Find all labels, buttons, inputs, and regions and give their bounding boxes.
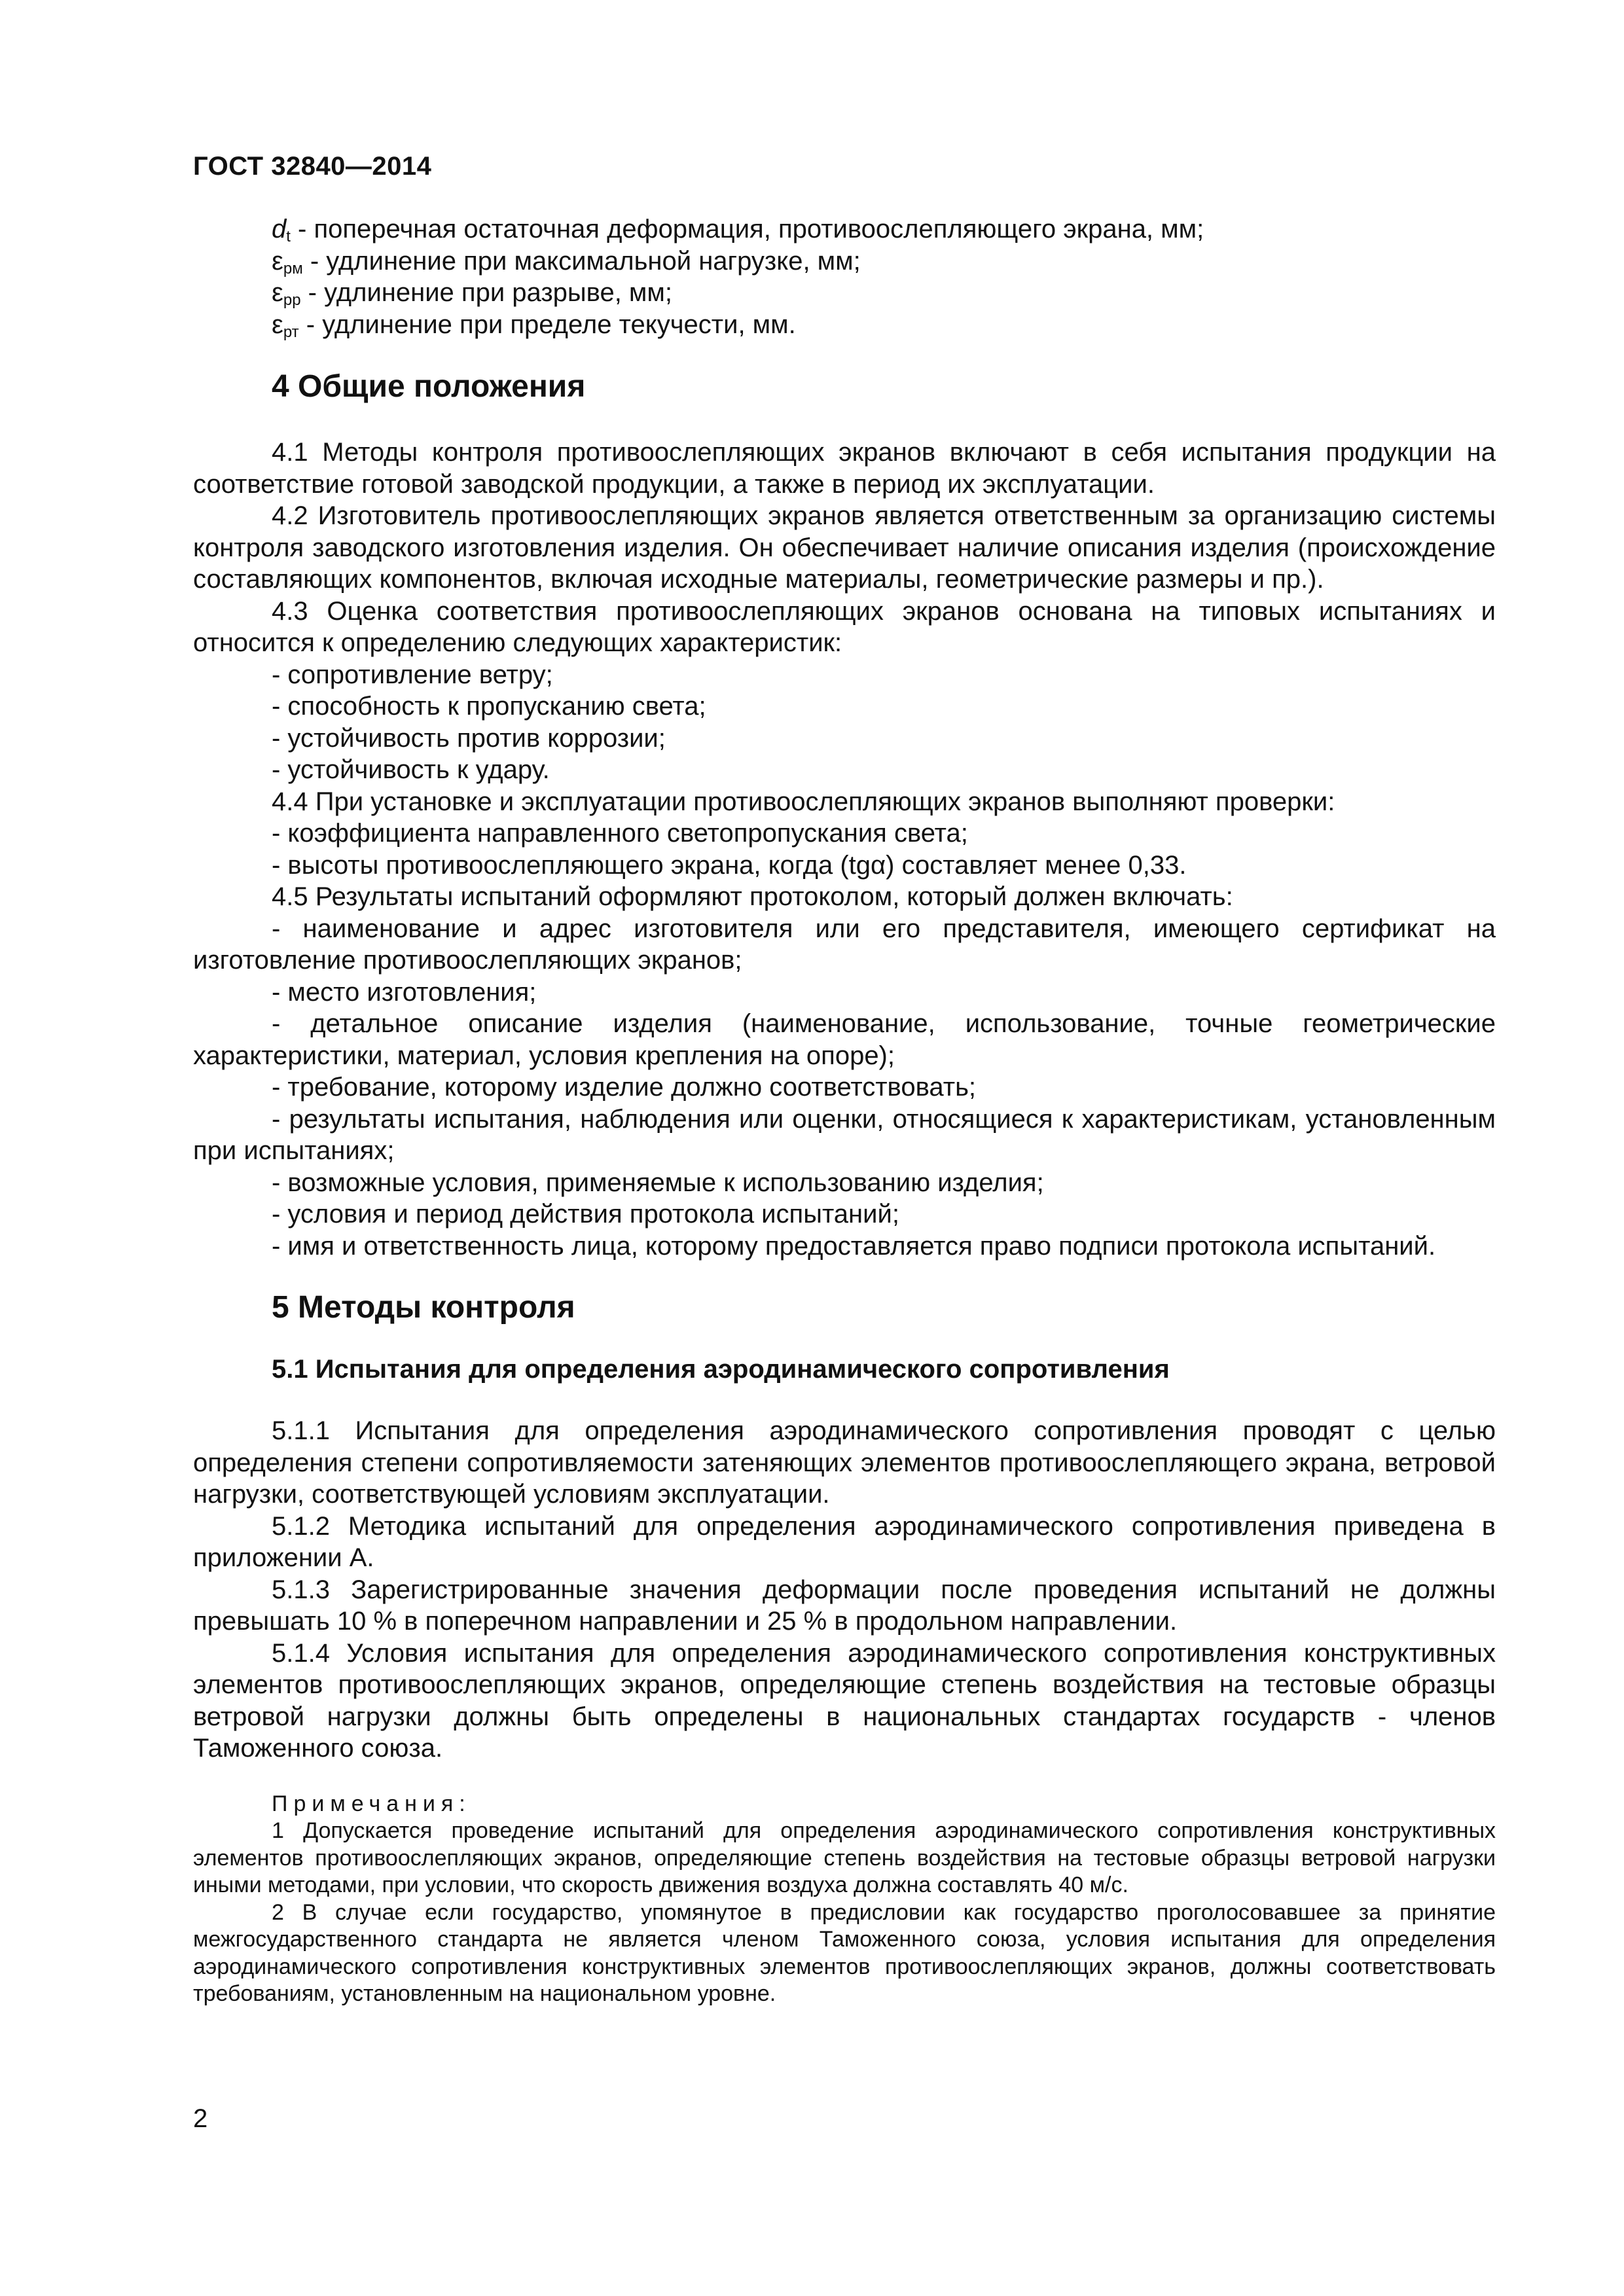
list-item: - условия и период действия протокола испытаний; bbox=[272, 1200, 899, 1229]
list-item: - результаты испытания, наблюдения или оценки, относящиеся к характеристикам, установленным при испытаниях; bbox=[193, 1104, 1496, 1165]
paragraph-5-1-3: 5.1.3 Зарегистрированные значения деформации после проведения испытаний не должны превышать 10 % в поперечном направлении и 25 % в продольном направлении. bbox=[193, 1575, 1496, 1636]
paragraph-5-1-4: 5.1.4 Условия испытания для определения аэродинамического сопротивления конструктивных элементов противоослепляющих экранов, определяющие степень воздействия на тестовые образцы ветровой нагрузки должны быть определены в национальных стандартах государств - членов Таможенного союза. bbox=[193, 1638, 1496, 1763]
list-item: - детальное описание изделия (наименование, использование, точные геометрические характеристики, материал, условия крепления на опоре); bbox=[193, 1009, 1496, 1070]
section-4-heading: 4 Общие положения bbox=[272, 369, 586, 404]
page-body bbox=[193, 213, 1496, 2008]
list-item: - высоты противоослепляющего экрана, когда (tgα) составляет менее 0,33. bbox=[272, 850, 1187, 880]
paragraph-5-1-2: 5.1.2 Методика испытаний для определения аэродинамического сопротивления приведена в приложении А. bbox=[193, 1511, 1496, 1572]
list-item: - коэффициента направленного светопропускания света; bbox=[272, 819, 968, 848]
symbol-definition: $\varepsilon_{рт}$ - удлинение при пределе текучести, мм. bbox=[272, 310, 796, 341]
notes-title: Примечания: bbox=[272, 1791, 471, 1816]
symbol-definition: $\varepsilon_{рр}$ - удлинение при разрыве, мм; bbox=[272, 278, 673, 309]
note-1: 1 Допускается проведение испытаний для определения аэродинамического сопротивления конструктивных элементов противоослепляющих экранов, определяющие степень воздействия на тестовые образцы ветровой нагрузки иными методами, при условии, что скорость движения воздуха должна составлять 40 м/с. bbox=[193, 1818, 1496, 1897]
paragraph-4-4: 4.4 При установке и эксплуатации противоослепляющих экранов выполняют проверки: bbox=[272, 787, 1335, 816]
paragraph-4-3: 4.3 Оценка соответствия противоослепляющих экранов основана на типовых испытаниях и относится к определению следующих характеристик: bbox=[193, 596, 1496, 657]
paragraph-5-1-1: 5.1.1 Испытания для определения аэродинамического сопротивления проводят с целью определения степени сопротивляемости затеняющих элементов противоослепляющего экрана, ветровой нагрузки, соответствующей условиям эксплуатации. bbox=[193, 1416, 1496, 1509]
list-item: - наименование и адрес изготовителя или его представителя, имеющего сертификат на изготовление противоослепляющих экранов; bbox=[193, 914, 1496, 975]
list-item: - устойчивость к удару. bbox=[272, 755, 550, 784]
notes-block bbox=[193, 1791, 1496, 2008]
list-item: - возможные условия, применяемые к использованию изделия; bbox=[272, 1168, 1044, 1197]
paragraph-4-1: 4.1 Методы контроля противоослепляющих экранов включают в себя испытания продукции на соответствие готовой заводской продукции, а также в период их эксплуатации. bbox=[193, 438, 1496, 499]
list-item: - сопротивление ветру; bbox=[272, 660, 553, 689]
paragraph-4-2: 4.2 Изготовитель противоослепляющих экранов является ответственным за организацию системы контроля заводского изготовления изделия. Он обеспечивает наличие описания изделия (происхождение составляющих компонентов, включая исходные материалы, геометрические размеры и пр.). bbox=[193, 501, 1496, 594]
paragraph-4-5: 4.5 Результаты испытаний оформляют протоколом, который должен включать: bbox=[272, 882, 1233, 911]
list-item: - способность к пропусканию света; bbox=[272, 692, 706, 721]
page-number: 2 bbox=[193, 2104, 208, 2133]
subsection-5-1-heading: 5.1 Испытания для определения аэродинамического сопротивления bbox=[272, 1355, 1170, 1384]
list-item: - требование, которому изделие должно соответствовать; bbox=[272, 1073, 977, 1102]
list-item: - устойчивость против коррозии; bbox=[272, 723, 666, 753]
section-5-heading: 5 Методы контроля bbox=[272, 1290, 575, 1325]
list-item: - имя и ответственность лица, которому предоставляется право подписи протокола испытаний. bbox=[272, 1231, 1436, 1261]
symbol-definition: $\varepsilon_{рм}$ - удлинение при максимальной нагрузке, мм; bbox=[272, 246, 861, 278]
symbol-definition: $d_t$ - поперечная остаточная деформация, противоослепляющего экрана, мм; bbox=[272, 215, 1204, 245]
note-2: 2 В случае если государство, упомянутое в предисловии как государство проголосовавшее за принятие межгосударственного стандарта не является членом Таможенного союза, условия испытания для определения аэродинамического сопротивления конструктивных элементов противоослепляющих экранов, должны соответствовать требованиям, установленным на национальном уровне. bbox=[193, 1899, 1496, 2006]
symbols-list bbox=[193, 213, 1496, 340]
document-code: ГОСТ 32840—2014 bbox=[193, 152, 432, 181]
list-item: - место изготовления; bbox=[272, 977, 537, 1007]
